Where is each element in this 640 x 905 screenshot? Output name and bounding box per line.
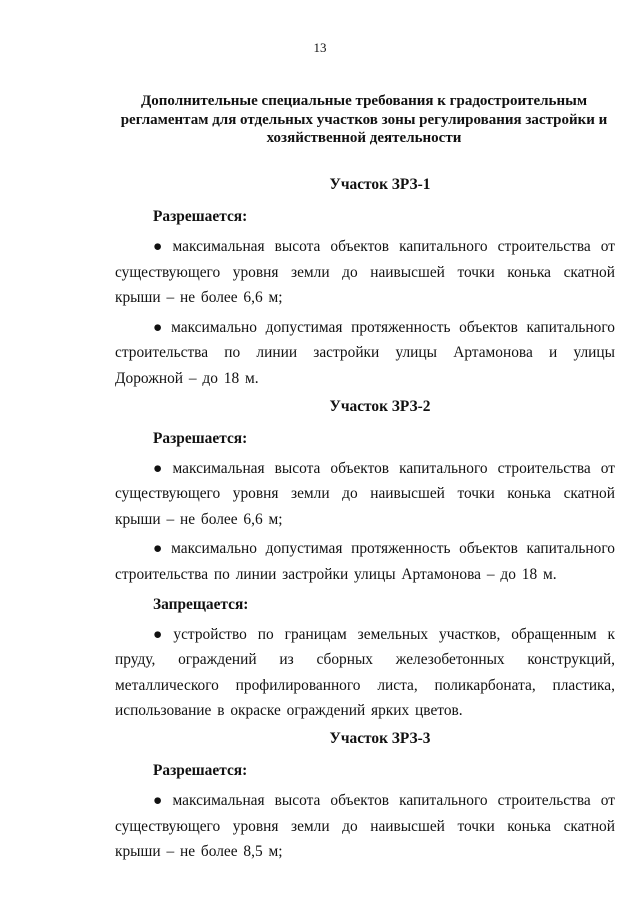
requirement-item <box>115 456 615 533</box>
section-heading-zrz-2: Участок ЗРЗ-2 <box>329 397 431 415</box>
requirement-text: максимально допустимая протяженность объектов капитального строительства по линии застройки улицы Артамонова и улицы Дорожной – до 18 м. <box>115 318 615 387</box>
bullet-icon: ● <box>153 540 166 558</box>
bullet-icon: ● <box>153 625 168 643</box>
requirement-text: максимальная высота объектов капитального строительства от существующего уровня земли до наивысшей точки конька скатной крыши – не более 8,5 м; <box>115 791 616 861</box>
requirement-text: устройство по границам земельных участков, обращенным к пруду, ограждений из сборных железобетонных конструкций, металлического профилированного листа, поликарбоната, пластика, использование в окраске ограждений ярких цветов. <box>115 625 615 720</box>
permitted-label: Разрешается: <box>153 429 248 447</box>
document-body <box>115 170 615 865</box>
permitted-label: Разрешается: <box>153 761 248 779</box>
page-number: 13 <box>313 40 327 55</box>
requirement-item <box>115 622 615 724</box>
requirement-text: максимальная высота объектов капитального строительства от существующего уровня земли до наивысшей точки конька скатной крыши – не более 6,6 м; <box>115 238 616 307</box>
requirement-item <box>115 315 615 392</box>
requirement-item <box>115 234 615 311</box>
bullet-icon: ● <box>153 318 166 336</box>
section-heading-zrz-3: Участок ЗРЗ-3 <box>329 729 431 747</box>
bullet-icon: ● <box>153 238 167 255</box>
document-title: Дополнительные специальные требования к градостроительным регламентам для отдельных участков зоны регулирования застройки и хозяйственной деятельности <box>120 93 608 146</box>
requirement-text: максимально допустимая протяженность объектов капитального строительства по линии застройки улицы Артамонова – до 18 м. <box>115 540 615 583</box>
bullet-icon: ● <box>153 459 167 477</box>
permitted-label: Разрешается: <box>153 208 248 225</box>
requirement-item <box>115 536 615 587</box>
prohibited-label: Запрещается: <box>153 595 249 613</box>
bullet-icon: ● <box>153 791 167 809</box>
requirement-item <box>115 788 615 865</box>
requirement-text: максимальная высота объектов капитального строительства от существующего уровня земли до наивысшей точки конька скатной крыши – не более 6,6 м; <box>115 459 616 528</box>
section-heading-zrz-1: Участок ЗРЗ-1 <box>329 176 431 193</box>
